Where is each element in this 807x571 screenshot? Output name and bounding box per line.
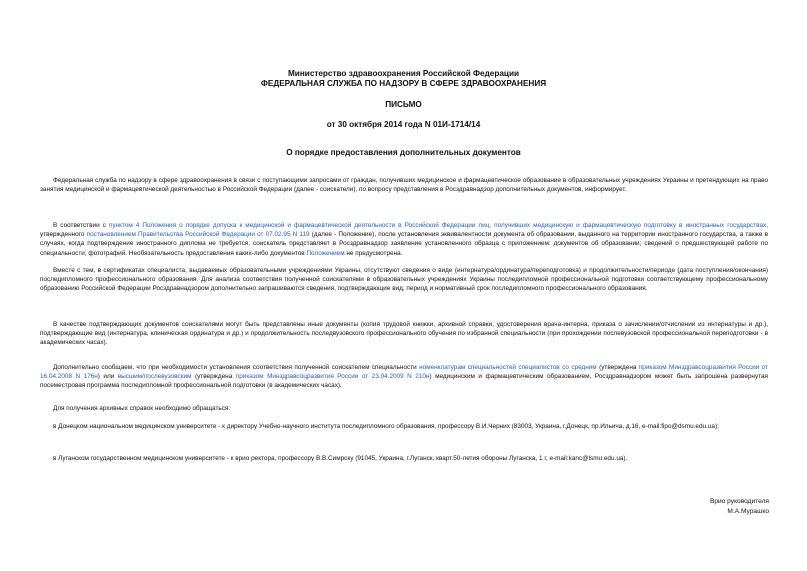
document-title: О порядке предоставления дополнительных документов <box>286 148 521 157</box>
link-order-210n[interactable]: приказом Минздравсоцразвития России от 23.04.2009 N 210н <box>235 373 430 381</box>
paragraph-4: В качестве подтверждающих документов соискателями могут быть представлены иные документы (копия трудовой книжки, архивной справки, удостоверения врача-интерна, приказа о зачислении/отчислении из интернатуры и др.), подтверждающие вид (интернатура, клиническая ординатура и др.) и продолжительность последвузовского профессионального обучения по избранной специальности (при прохождении послевузовской профессиональной переподготовки - в академических часах). <box>40 321 768 347</box>
paragraph-1: Федеральная служба по надзору в сфере здравоохранения в связи с поступающими запросами от граждан, получивших медицинское и фармацевтическое образование в образовательных учреждениях Украины и претендующих на право занятия медицинской и фармацевтической деятельностью в Российской Федерации (далее - соискатели), по вопросу представления в Росздравнадзор дополнительных документов, информирует. <box>40 177 768 194</box>
link-order-176n[interactable]: приказом Минздравсоцразвития России от 16.04.2008 N 176н <box>40 364 768 381</box>
paragraph-5-text-1: Дополнительно сообщаем, что при необходимости установления соответствия полученной соискателем специальности <box>53 364 420 371</box>
paragraph-5-text-2: (утверждена <box>596 364 639 371</box>
paragraph-5-text-3: ) или <box>97 373 118 381</box>
paragraph-2-text-2: , утвержденного <box>40 222 768 239</box>
paragraph-3: Вместе с тем, в сертификатах специалиста, выдаваемых образовательными учреждениями Украины, отсутствуют сведения о виде (интернатура/ординатура/переподготовка) и продолжительности/периоде (дата поступления/окончания) последипломного профессионального образования. Для анализа соответствия полученной соискателями в образовательных учреждениях Украины последипломной профессиональной подготовки соответствующему профессиональному образованию Российской Федерации Росздравнадзором дополнительно запрашиваются сведения, подтверждающие вид, период и нормативный срок последипломного профессионального образования. <box>40 267 768 293</box>
paragraph-5-text-5: ) медицинским и фармацевтическим образованием, Росздравнадзором может быть запрошена развернутая посеместровая программа последипломной профессиональной подготовки (в академических часах). <box>40 373 769 390</box>
paragraph-7: в Донецком национальном медицинском университете - к директору Учебно-научного института последипломного образования, профессору В.И.Черних (83003, Украина, г.Донецк, пр.Ильича, д.16, e-mail:fipo@dsmu.edu.ua); <box>53 423 719 430</box>
paragraph-2-text-1: В соответствии с <box>53 222 109 229</box>
link-higher-postgraduate[interactable]: высшим/послевузовским <box>117 373 192 381</box>
paragraph-2-text-3: (далее - Положение), после установления эквивалентности документа об образовании, выданного на территории иностранного государства, а также в случаях, когда подтверждение иностранного диплома не требуется, соискатель представляет в Росздравнадзор заявление установленного образца с приложением: документов об образовании; сведений о предшествующей работе по специальности; фотографий. Необязательность предоставления каких-либо документов <box>40 231 768 257</box>
document-type: ПИСЬМО <box>385 100 422 109</box>
paragraph-8: в Луганском государственном медицинском университете - к врио ректора, профессору В.В.Симрску (91045, Украина, г.Луганск, кварт.50-летия обороны Луганска, 1 г, e-mail:kanc@lsmu.edu.ua). <box>53 455 628 462</box>
link-regulation-point-4[interactable]: пунктом 4 Положения о порядке допуска к медицинской и фармацевтической деятельности в Российской Федерации лиц, получивших медицинскую и фармацевтическую подготовку в иностранных государствах <box>108 222 767 229</box>
link-regulation[interactable]: Положением <box>306 249 345 257</box>
paragraph-2 <box>40 221 768 258</box>
paragraph-2-text-4: не предусмотрена. <box>344 249 403 257</box>
paragraph-5-text-4: (утверждена <box>191 373 236 381</box>
document-date-number: от 30 октября 2014 года N 01И-1714/14 <box>326 120 481 129</box>
paragraph-5 <box>40 363 768 391</box>
link-government-decree-119[interactable]: постановлением Правительства Российской Федерации от 07.02.95 N 119 <box>86 231 310 239</box>
paragraph-6: Для получения архивных справок необходимо обращаться: <box>53 405 231 412</box>
link-nomenclature-secondary[interactable]: номенклатурам специальностей специалистов со средним <box>419 364 597 371</box>
signature-position: Врио руководителя <box>709 498 769 505</box>
signature-name: М.А.Мурашко <box>727 508 769 515</box>
ministry-name: Министерство здравоохранения Российской Федерации <box>287 69 520 78</box>
service-name: ФЕДЕРАЛЬНАЯ СЛУЖБА ПО НАДЗОРУ В СФЕРЕ ЗДРАВООХРАНЕНИЯ <box>260 79 547 88</box>
